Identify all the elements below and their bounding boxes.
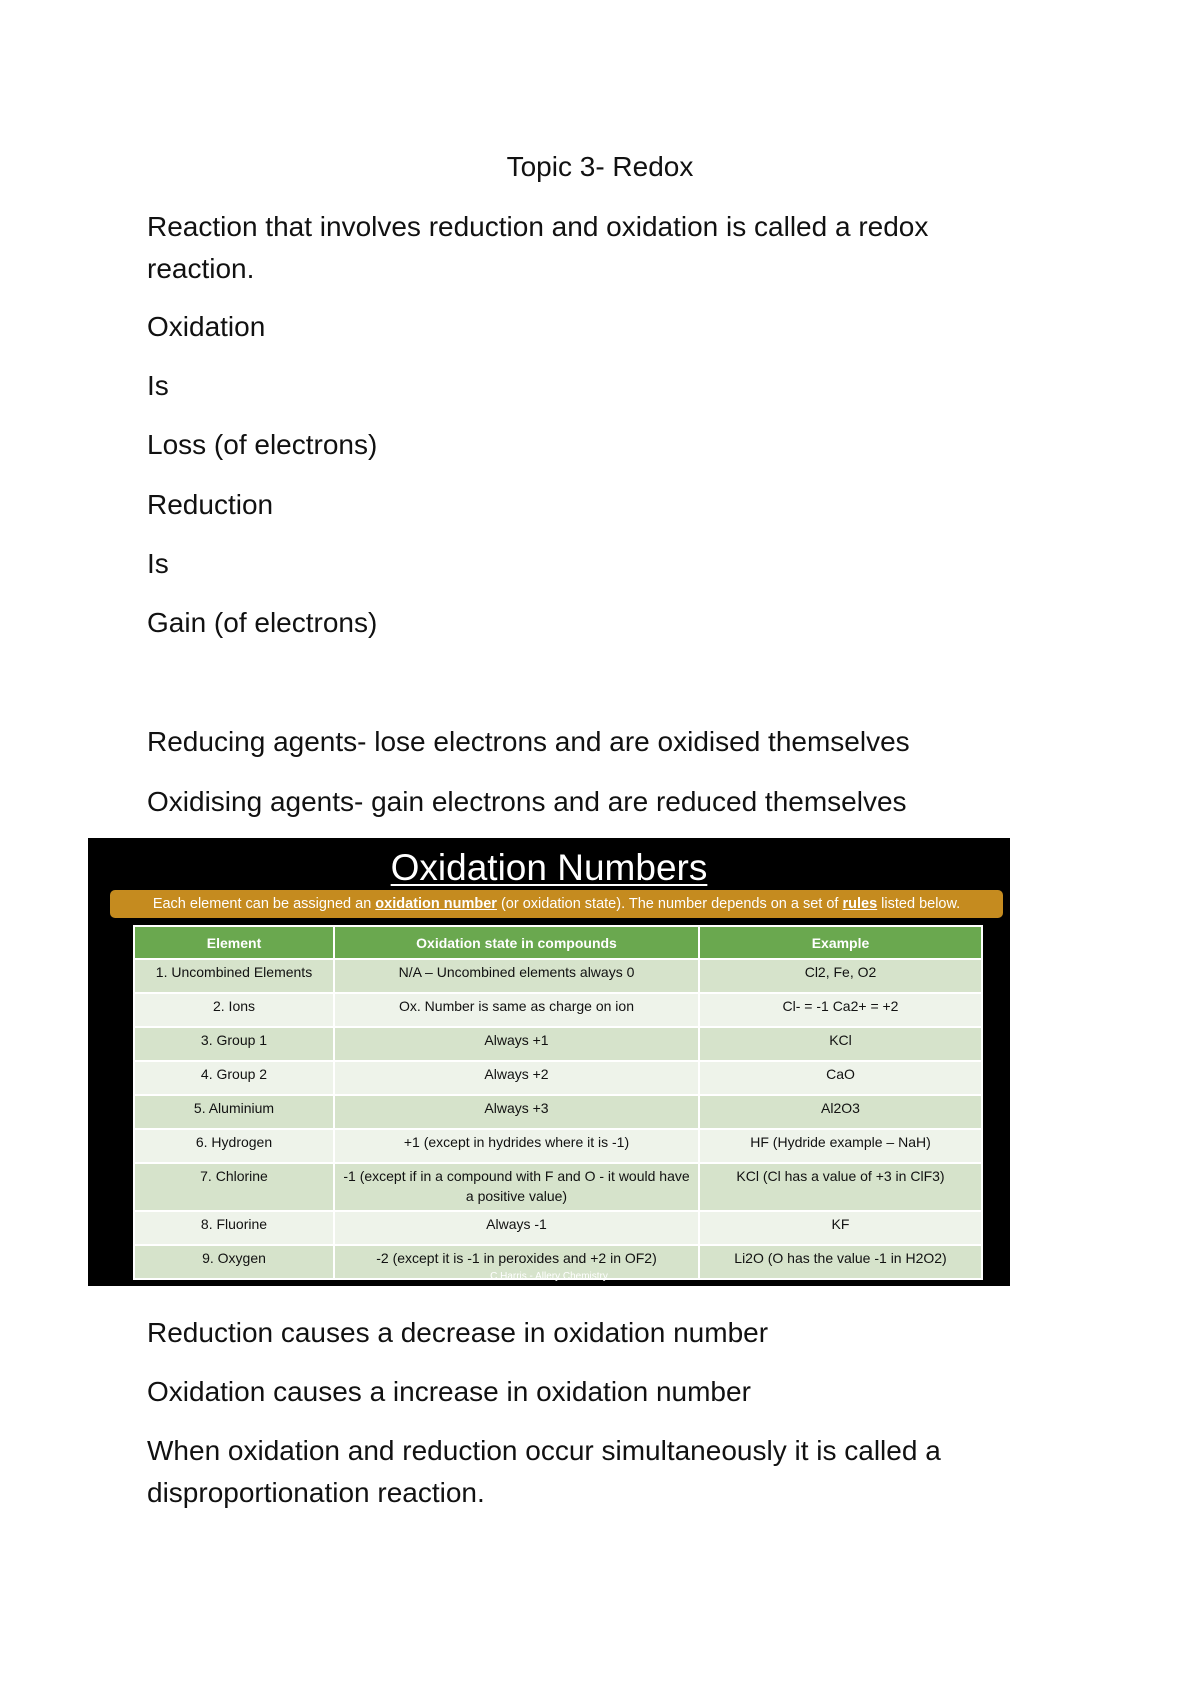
cell-element: 8. Fluorine (134, 1211, 334, 1245)
cell-element: 4. Group 2 (134, 1061, 334, 1095)
table-row (134, 993, 982, 1027)
cell-example: CaO (699, 1061, 982, 1095)
cell-example: Cl- = -1 Ca2+ = +2 (699, 993, 982, 1027)
cell-element: 5. Aluminium (134, 1095, 334, 1129)
slide-banner: Each element can be assigned an oxidation number (or oxidation state). The number depends on a set of rules listed below. (110, 890, 1003, 918)
cell-rule: Always +1 (334, 1027, 699, 1061)
table-row (134, 1061, 982, 1095)
table-row (134, 1163, 982, 1211)
cell-example: HF (Hydride example – NaH) (699, 1129, 982, 1163)
reducing-agents-text: Reducing agents- lose electrons and are oxidised themselves (147, 726, 910, 757)
reduction-effect-text: Reduction causes a decrease in oxidation number (147, 1317, 769, 1348)
is-word-2: Is (147, 548, 169, 579)
header-element: Element (134, 926, 334, 959)
cell-example: KF (699, 1211, 982, 1245)
cell-rule: Ox. Number is same as charge on ion (334, 993, 699, 1027)
cell-element: 7. Chlorine (134, 1163, 334, 1211)
cell-rule: N/A – Uncombined elements always 0 (334, 959, 699, 993)
oxidising-agents-text: Oxidising agents- gain electrons and are reduced themselves (147, 786, 907, 817)
cell-example: KCl (699, 1027, 982, 1061)
cell-element: 2. Ions (134, 993, 334, 1027)
oxidation-rules-table (133, 925, 983, 1280)
cell-rule: -1 (except if in a compound with F and O - it would have a positive value) (334, 1163, 699, 1211)
header-example: Example (699, 926, 982, 959)
oxidation-numbers-slide (88, 838, 1010, 1286)
cell-rule: +1 (except in hydrides where it is -1) (334, 1129, 699, 1163)
slide-credit: C Harris - Allery Chemistry (490, 1271, 608, 1282)
cell-element: 9. Oxygen (134, 1245, 334, 1279)
table-row (134, 1095, 982, 1129)
is-word-1: Is (147, 370, 169, 401)
cell-example: Al2O3 (699, 1095, 982, 1129)
table-row (134, 1027, 982, 1061)
table-row (134, 1211, 982, 1245)
cell-example: Li2O (O has the value -1 in H2O2) (699, 1245, 982, 1279)
cell-element: 3. Group 1 (134, 1027, 334, 1061)
cell-rule: -2 (except it is -1 in peroxides and +2 in OF2) (334, 1245, 699, 1279)
header-oxidation-state: Oxidation state in compounds (334, 926, 699, 959)
slide-title: Oxidation Numbers (390, 847, 708, 888)
reduction-word: Reduction (147, 489, 274, 520)
table-header-row (134, 926, 982, 959)
intro-text: Reaction that involves reduction and oxidation is called a redox reaction. (147, 211, 929, 284)
cell-element: 1. Uncombined Elements (134, 959, 334, 993)
cell-rule: Always +3 (334, 1095, 699, 1129)
cell-example: Cl2, Fe, O2 (699, 959, 982, 993)
oxidation-word: Oxidation (147, 311, 266, 342)
disproportionation-text: When oxidation and reduction occur simultaneously it is called a disproportionation reaction. (147, 1435, 941, 1508)
cell-rule: Always -1 (334, 1211, 699, 1245)
loss-of-electrons: Loss (of electrons) (147, 429, 378, 460)
cell-element: 6. Hydrogen (134, 1129, 334, 1163)
oxidation-effect-text: Oxidation causes a increase in oxidation number (147, 1376, 751, 1407)
table-row (134, 1129, 982, 1163)
gain-of-electrons: Gain (of electrons) (147, 607, 378, 638)
cell-rule: Always +2 (334, 1061, 699, 1095)
page-title: Topic 3- Redox (506, 151, 694, 182)
table-row (134, 959, 982, 993)
cell-example: KCl (Cl has a value of +3 in ClF3) (699, 1163, 982, 1211)
